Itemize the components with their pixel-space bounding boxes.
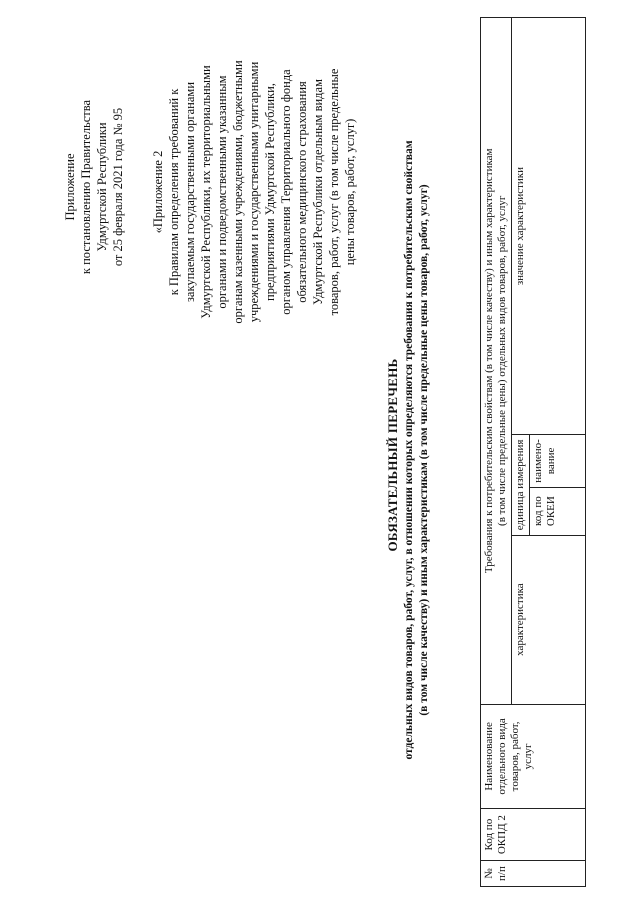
document-title: ОБЯЗАТЕЛЬНЫЙ ПЕРЕЧЕНЬ	[385, 358, 400, 552]
appendix-line: Удмуртской Республики	[95, 122, 109, 252]
appendix-2-line: учреждениями и государственными унитарными	[247, 61, 261, 323]
document-subtitle	[402, 35, 432, 865]
appendix-2-line: органам казенными учреждениями, бюджетными	[231, 60, 245, 324]
appendix-2-line: Удмуртской Республики, их территориальными	[199, 65, 213, 319]
requirements-group-line-2: (в том числе предельные цены) отдельных видов товаров, работ, услуг	[496, 195, 508, 526]
header-value: значение характеристики	[512, 18, 586, 435]
appendix-2-line: «Приложение 2	[151, 150, 165, 234]
appendix-2-line: органом управления Территориального фонда	[279, 69, 293, 315]
appendix-2-line: к Правилам определения требований к	[167, 88, 181, 296]
header-requirements-group	[481, 18, 512, 705]
header-characteristic: характеристика	[512, 535, 586, 704]
header-item-name: Наименование отдельного вида товаров, работ, услуг	[481, 704, 586, 809]
header-okpd: Код по ОКПД 2	[481, 809, 586, 861]
header-num: № п/п	[481, 861, 586, 887]
appendix-2-line: органами и подведомственными указанным	[215, 75, 229, 309]
requirements-group-line-1: Требования к потребительским свойствам (в том числе качеству) и иным характеристикам	[483, 148, 495, 574]
subtitle-line-1: отдельных видов товаров, работ, услуг, в отношении которых определяются требования к потребительским свойствам	[403, 140, 415, 760]
appendix-line: от 25 февраля 2021 года № 95	[111, 107, 125, 267]
appendix-2-header	[150, 27, 358, 357]
appendix-2-line: предприятиями Удмуртской Республики,	[263, 83, 277, 301]
appendix-line: Приложение	[63, 153, 77, 221]
subtitle-line-2: (в том числе качеству) и иным характеристикам (в том числе предельные цены товаров, работ, услуг)	[418, 184, 430, 716]
appendix-header	[62, 42, 126, 332]
requirements-table	[480, 17, 586, 887]
appendix-2-line: закупаемым государственными органами	[183, 81, 197, 303]
header-okei: код по ОКЕИ	[530, 487, 586, 535]
appendix-2-line: обязательного медицинского страхования	[295, 81, 309, 303]
header-unit-name: наимено-вание	[530, 435, 586, 488]
header-unit: единица измерения	[512, 435, 530, 535]
appendix-line: к постановлению Правительства	[79, 99, 93, 275]
appendix-2-line: цены товаров, работ, услуг)	[343, 118, 357, 266]
appendix-2-line: Удмуртской Республики отдельным видам	[311, 79, 325, 305]
appendix-2-line: товаров, работ, услуг (в том числе предельные	[327, 68, 341, 316]
